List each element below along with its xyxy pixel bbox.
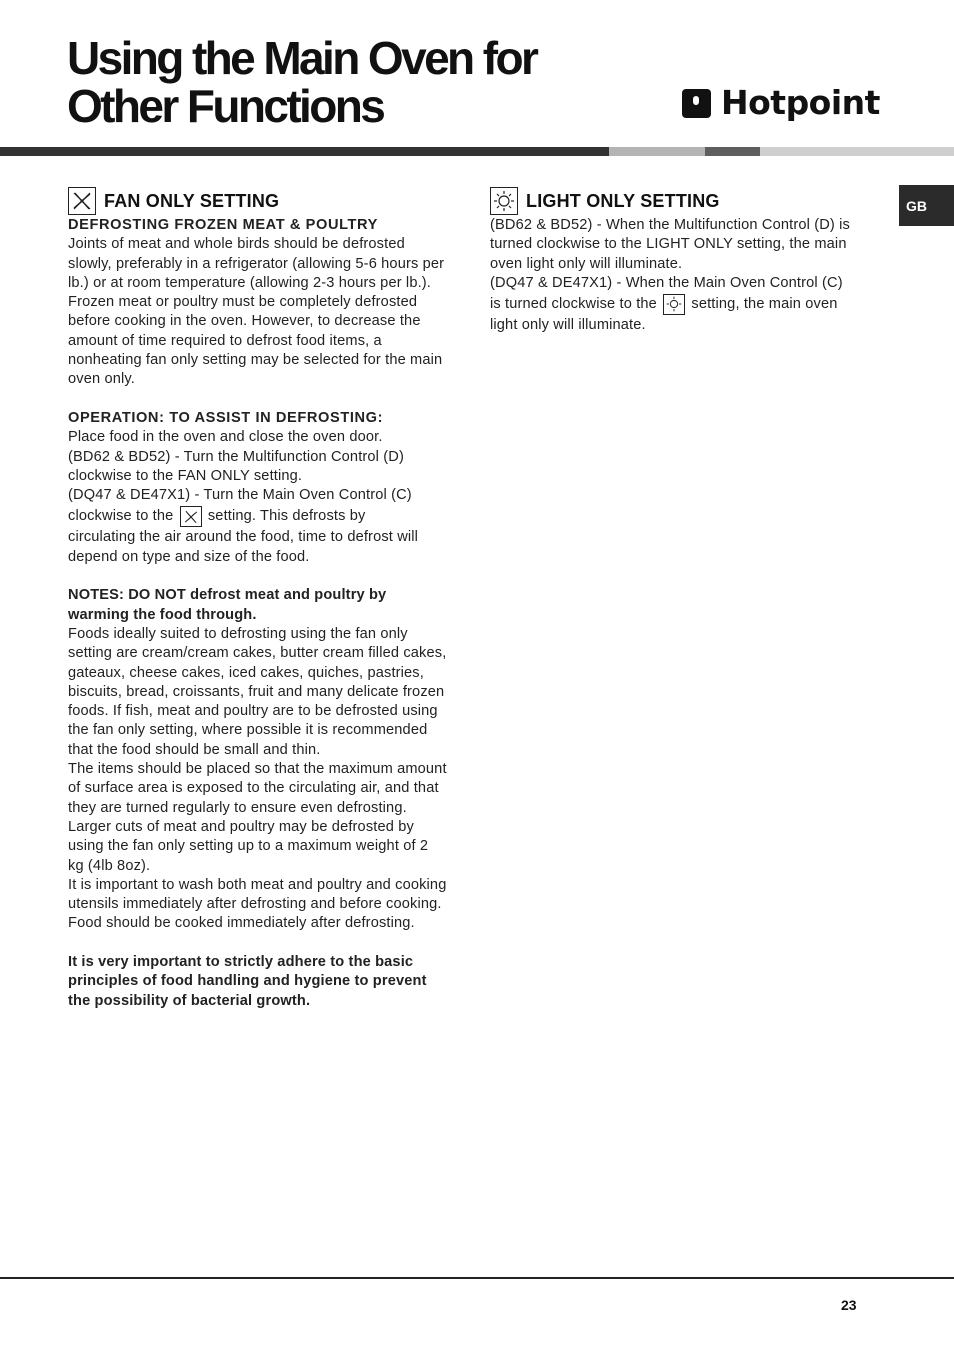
fan-only-heading	[68, 186, 448, 216]
light-only-title: LIGHT ONLY SETTING	[526, 190, 720, 211]
light-paragraph-1: (BD62 & BD52) - When the Multifunction Control (D) is turned clockwise to the LIGHT ONLY setting, the main oven light only will illuminate.	[490, 217, 850, 272]
page-title-line1: Using the Main Oven for	[67, 32, 537, 84]
fan-icon	[180, 506, 202, 527]
page-number: 23	[841, 1297, 857, 1313]
light-bulb-icon	[663, 294, 685, 315]
header-rule-pale	[760, 147, 954, 156]
operation-heading: OPERATION: TO ASSIST IN DEFROSTING:	[68, 409, 384, 426]
light-paragraph-2: (DQ47 & DE47X1) - When the Main Oven Control (C)	[490, 274, 843, 291]
light-inline	[490, 291, 870, 318]
defrost-intro: Joints of meat and whole birds should be defrosted slowly, preferably in a refrigerator (allowing 5-6 hours per lb.) or at room temperature (allowing 2-3 hours per lb.). Frozen meat or poultry must be completely defrosted before cooking in the oven. However, to decrease the amount of time required to defrost food items, a nonheating fan only setting may be selected for the main oven only.	[68, 236, 445, 388]
operation-inline	[68, 503, 448, 530]
header-rule-mid	[705, 147, 760, 156]
light-inline-after: setting, the main oven	[691, 296, 838, 313]
footer-rule	[0, 1277, 954, 1279]
brand-name: Hotpoint	[721, 83, 880, 122]
notes-paragraph-4: It is important to wash both meat and poultry and cooking utensils immediately after defrosting and before cooking. Food should be cooked immediately after defrosting.	[68, 876, 447, 932]
brand-logo	[682, 83, 880, 122]
operation-line-2: (BD62 & BD52) - Turn the Multifunction Control (D) clockwise to the FAN ONLY setting.	[68, 448, 404, 484]
light-bulb-icon	[490, 187, 518, 215]
header-rule-light	[609, 147, 705, 156]
operation-inline-before: clockwise to the	[68, 508, 174, 525]
light-only-section	[490, 186, 870, 335]
hygiene-warning: It is very important to strictly adhere to the basic principles of food handling and hygiene to prevent the possibility of bacterial growth.	[68, 953, 427, 1009]
language-tab: GB	[899, 185, 954, 226]
light-paragraph-3: light only will illuminate.	[490, 317, 646, 334]
operation-line-3: (DQ47 & DE47X1) - Turn the Main Oven Control (C)	[68, 487, 412, 504]
notes-heading: NOTES: DO NOT defrost meat and poultry by warming the food through.	[68, 587, 387, 623]
fan-only-title: FAN ONLY SETTING	[104, 190, 280, 211]
defrost-subtitle: DEFROSTING FROZEN MEAT & POULTRY	[68, 217, 378, 233]
operation-inline-after: setting. This defrosts by	[207, 508, 366, 525]
notes-paragraph-2: The items should be placed so that the maximum amount of surface area is exposed to the circulating air, and that they are turned regularly to ensure even defrosting.	[68, 761, 447, 816]
light-inline-before: is turned clockwise to the	[490, 296, 657, 313]
page-title-line2: Other Functions	[67, 80, 384, 132]
notes-paragraph-1: Foods ideally suited to defrosting using the fan only setting are cream/cream cakes, butter cream filled cakes, gateaux, cheese cakes, iced cakes, quiches, pastries, biscuits, bread, croissants, fruit and many delicate frozen foods. If fish, meat and poultry are to be defrosted using the fan only setting, where possible it is recommended that the food should be small and thin.	[68, 625, 447, 758]
notes-paragraph-3: Larger cuts of meat and poultry may be defrosted by using the fan only setting up to a maximum weight of 2 kg (4lb 8oz).	[68, 818, 429, 874]
operation-line-4: circulating the air around the food, time to defrost will depend on type and size of the food.	[68, 529, 419, 565]
page-title	[67, 34, 536, 130]
light-only-heading	[490, 186, 870, 216]
header-rule-dark	[0, 147, 609, 156]
brand-mark-icon	[682, 89, 711, 118]
fan-icon	[68, 187, 96, 215]
fan-only-section	[68, 186, 448, 1011]
operation-line-1: Place food in the oven and close the oven door.	[68, 429, 383, 446]
